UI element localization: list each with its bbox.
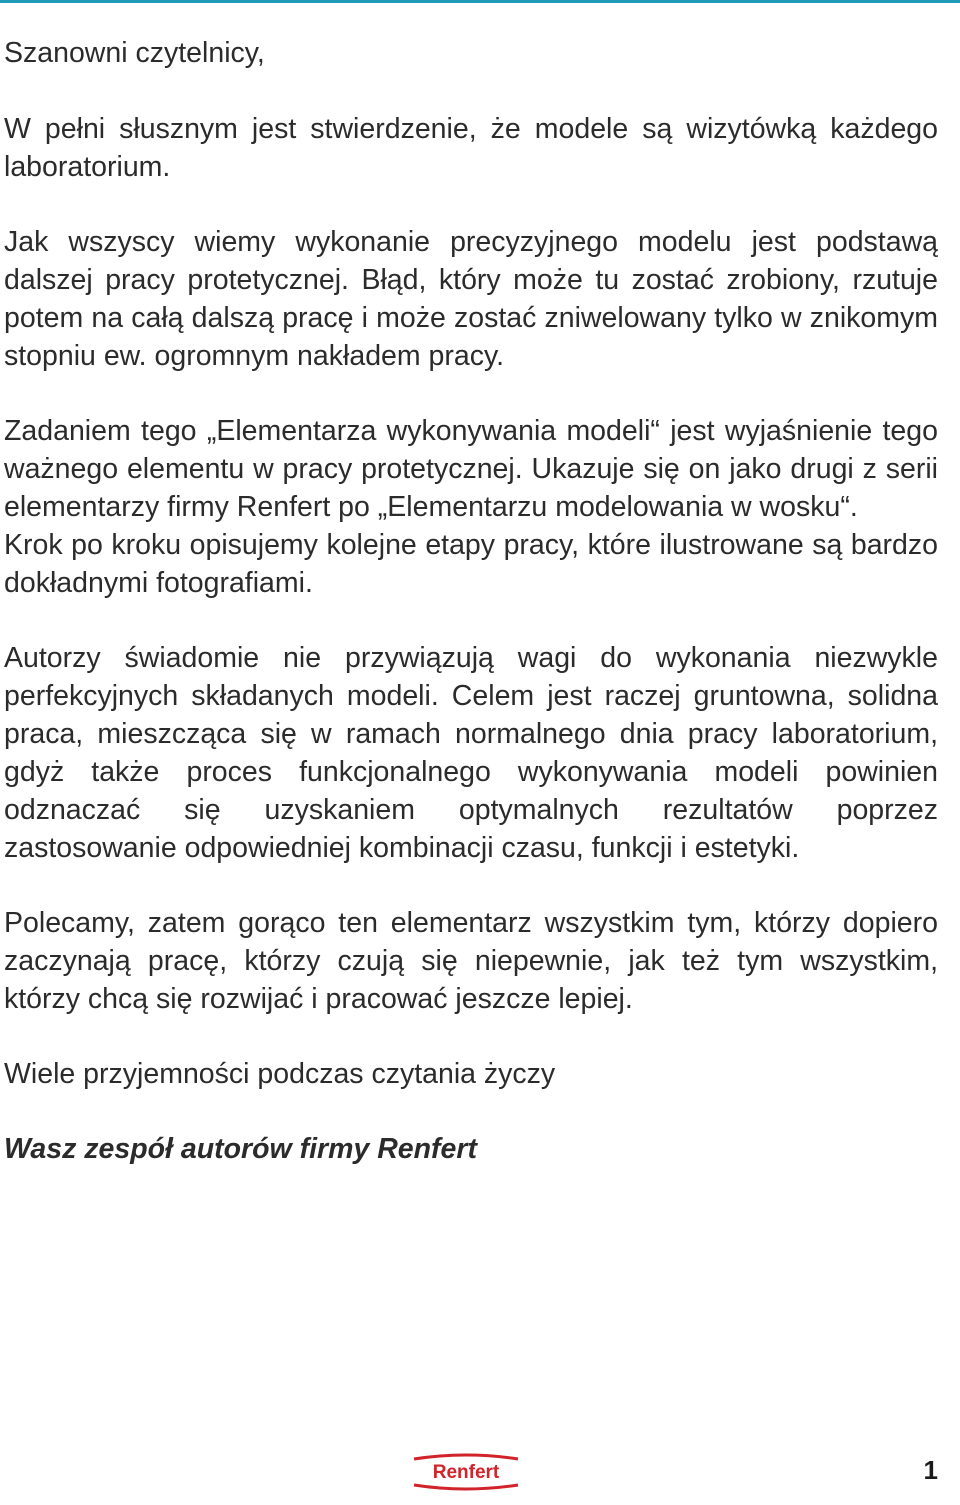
- paragraph-6: Polecamy, zatem gorąco ten elementarz wszystkim tym, którzy dopiero zaczynają pracę, którzy czują się niepewnie, jak też tym wszystkim, którzy chcą się rozwijać i pracować jeszcze lepiej.: [4, 907, 938, 1015]
- page-number: 1: [923, 1455, 938, 1485]
- top-accent-rule: [0, 0, 960, 3]
- paragraph-3: Zadaniem tego „Elementarza wykonywania modeli“ jest wyjaśnienie tego ważnego elementu w pracy protetycznej. Ukazuje się on jako drugi z serii elementarzy firmy Renfert po „Elementarzu modelowania w wosku“.: [4, 415, 938, 523]
- paragraph-4: Krok po kroku opisujemy kolejne etapy pracy, które ilustrowane są bardzo dokładnymi fotografiami.: [4, 529, 938, 599]
- renfert-logo: [410, 1452, 522, 1492]
- letter-body: [4, 34, 938, 1168]
- signature: Wasz zespół autorów firmy Renfert: [4, 1133, 477, 1165]
- paragraph-7: Wiele przyjemności podczas czytania życzy: [4, 1058, 556, 1090]
- greeting: Szanowni czytelnicy,: [4, 37, 265, 69]
- logo-wordmark: Renfert: [432, 1462, 500, 1483]
- paragraph-5: Autorzy świadomie nie przywiązują wagi do wykonania niezwykle perfekcyjnych składanych modeli. Celem jest raczej gruntowna, solidna praca, mieszcząca się w ramach normalnego dnia pracy laboratorium, gdyż także proces funkcjonalnego wykonywania modeli powinien odznaczać się uzyskaniem optymalnych rezultatów poprzez zastosowanie odpowiedniej kombinacji czasu, funkcji i estetyki.: [4, 642, 938, 864]
- paragraph-1: W pełni słusznym jest stwierdzenie, że modele są wizytówką każdego laboratorium.: [4, 113, 938, 183]
- paragraph-2: Jak wszyscy wiemy wykonanie precyzyjnego modelu jest podstawą dalszej pracy protetycznej. Błąd, który może tu zostać zrobiony, rzutuje potem na całą dalszą pracę i może zostać zniwelowany tylko w znikomym stopniu ew. ogromnym nakładem pracy.: [4, 226, 938, 372]
